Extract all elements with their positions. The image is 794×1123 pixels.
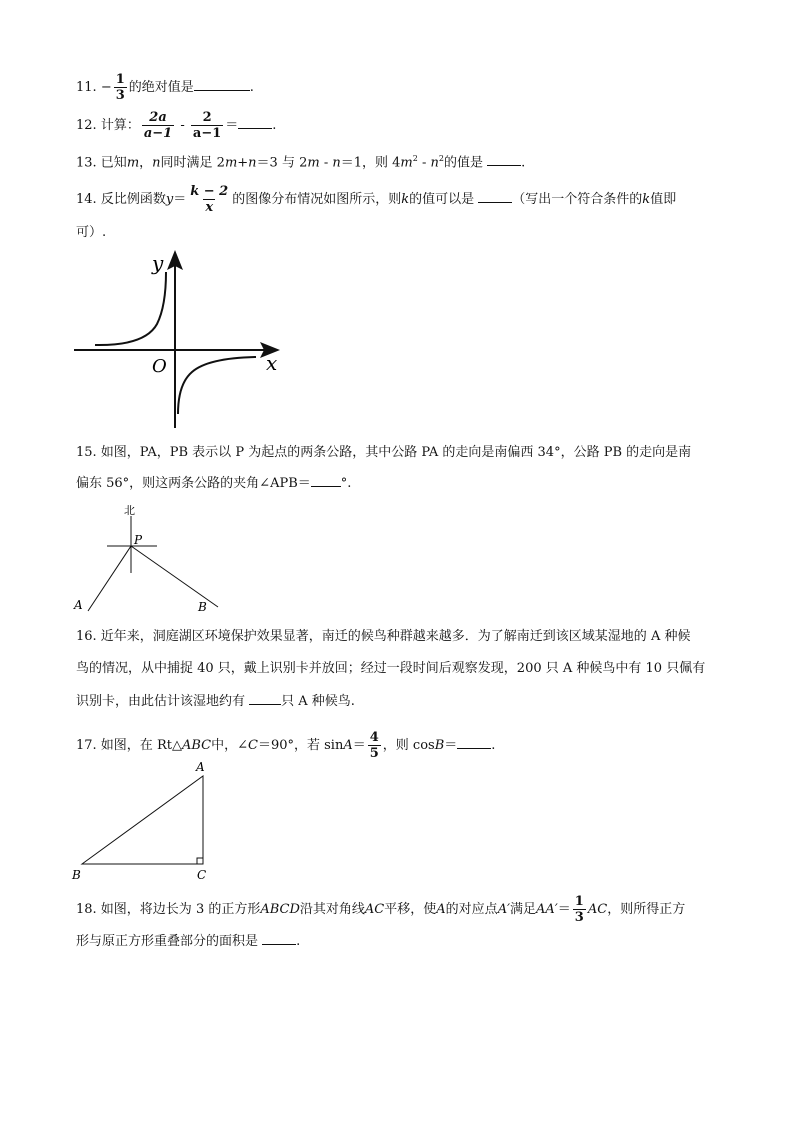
point-b-label: B (198, 600, 207, 614)
vertex-b-label: B (72, 868, 81, 882)
vertex-c-label: C (197, 868, 207, 882)
hyperbola-branch-lower-right (178, 357, 256, 414)
point-p-label: P (134, 533, 143, 547)
road-pb (131, 546, 218, 607)
question-16-line-3: 识别卡，由此估计该湿地约有 只 A 种候鸟. (76, 694, 355, 709)
hyperbola-branch-upper-left (95, 272, 166, 345)
y-axis-label: y (152, 251, 164, 275)
question-16-line-2: 鸟的情况，从中捕捉 40 只，戴上识别卡并放回；经过一段时间后观察发现，200 只 A 种候鸟中有 10 只佩有 (76, 661, 706, 676)
question-12: 12. 计算： $\frac{2a}{a-1}$ - $\frac{2}{a-1}$ ＝ . (76, 110, 277, 141)
fraction-one-third: $\frac{1}{3}$ (115, 72, 125, 103)
question-17: 17. 如图，在 Rt△ABC中，∠C＝90°，若 sinA＝ $\frac{4}{5}$ ，则 cosB＝ . (76, 730, 496, 761)
question-11: 11. − $\frac{1}{3}$ 的绝对值是 . (76, 72, 254, 103)
answer-blank (238, 116, 272, 129)
question-15-line-1: 15. 如图，PA，PB 表示以 P 为起点的两条公路，其中公路 PA 的走向是南偏西 34°，公路 PB 的走向是南 (76, 445, 692, 460)
north-label: 北 (124, 504, 135, 517)
origin-label: O (152, 356, 167, 377)
answer-blank (194, 78, 250, 91)
question-16-line-1: 16. 近年来，洞庭湖区环境保护效果显著，南迁的候鸟种群越来越多．为了解南迁到该区域某湿地的 A 种候 (76, 629, 691, 644)
right-triangle-figure (70, 755, 220, 883)
question-14-continued: 可）. (76, 225, 107, 240)
answer-blank (478, 190, 512, 203)
answer-blank (262, 932, 296, 945)
answer-blank (487, 153, 521, 166)
fraction-2-over-a-minus-1: $\frac{2}{a-1}$ (192, 110, 222, 141)
question-15-line-2: 偏东 56°，则这两条公路的夹角∠APB＝ °. (76, 476, 352, 491)
question-14: 14. 反比例函数y＝ $\frac{k - 2}{x}$ 的图像分布情况如图所示，则k的值可以是 （写出一个符合条件的k值即 (76, 184, 677, 215)
triangle-abc (82, 776, 203, 864)
fraction-k-minus-2-over-x: $\frac{k - 2}{x}$ (190, 184, 229, 215)
vertex-a-label: A (196, 760, 205, 774)
question-18-line-1: 18. 如图，将边长为 3 的正方形ABCD沿其对角线AC平移，使A的对应点A′满足AA′＝ $\frac{1}{3}$ AC，则所得正方 (76, 894, 686, 925)
hyperbola-graph (70, 248, 290, 433)
fraction-2a-over-a-minus-1: $\frac{2a}{a-1}$ (143, 110, 173, 141)
right-angle-mark (197, 858, 203, 864)
answer-blank (311, 474, 341, 487)
question-18-line-2: 形与原正方形重叠部分的面积是 . (76, 934, 301, 949)
fraction-four-fifths: $\frac{4}{5}$ (369, 730, 379, 761)
point-a-label: A (74, 598, 83, 612)
question-13: 13. 已知m，n同时满足 2m+n＝3 与 2m - n＝1，则 $4m^2 - n^2$的值是 . (76, 154, 526, 171)
answer-blank (249, 692, 281, 705)
road-direction-figure (70, 500, 230, 615)
x-axis-label: x (266, 351, 278, 375)
answer-blank (457, 736, 491, 749)
fraction-one-third: $\frac{1}{3}$ (574, 894, 584, 925)
road-pa (88, 546, 131, 611)
